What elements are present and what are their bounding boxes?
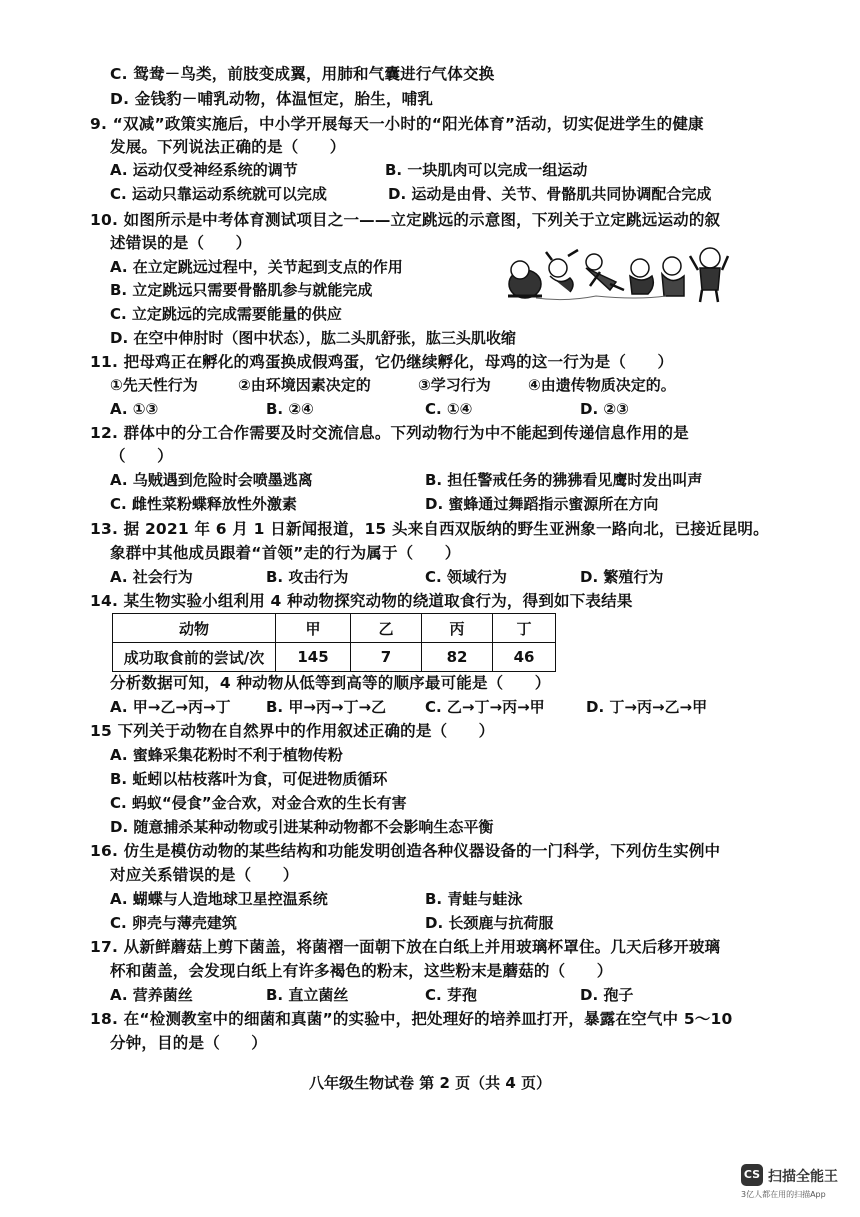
q13-option-a: A. 社会行为 bbox=[110, 568, 193, 586]
table-header-cell: 动物 bbox=[113, 614, 276, 643]
q14-stem-2: 分析数据可知，4 种动物从低等到高等的顺序最可能是（ ） bbox=[110, 674, 551, 692]
q9-option-c: C. 运动只靠运动系统就可以完成 bbox=[110, 185, 327, 203]
q17-stem-2: 杯和菌盖，会发现白纸上有许多褐色的粉末，这些粉末是蘑菇的（ ） bbox=[110, 962, 613, 980]
q11-stem: 11. 把母鸡正在孵化的鸡蛋换成假鸡蛋，它仍继续孵化，母鸡的这一行为是（ ） bbox=[90, 353, 674, 371]
q12-stem: 12. 群体中的分工合作需要及时交流信息。下列动物行为中不能起到传递信息作用的是 bbox=[90, 424, 689, 442]
q11-statement-3: ③学习行为 bbox=[418, 376, 491, 394]
q13-option-d: D. 繁殖行为 bbox=[580, 568, 664, 586]
table-cell: 7 bbox=[351, 643, 422, 672]
q16-option-d: D. 长颈鹿与抗荷服 bbox=[425, 914, 554, 932]
long-jump-figure bbox=[500, 240, 732, 306]
q11-statement-4: ④由遗传物质决定的。 bbox=[528, 376, 676, 394]
table-header-cell: 乙 bbox=[351, 614, 422, 643]
q16-option-b: B. 青蛙与蛙泳 bbox=[425, 890, 523, 908]
q10-stem: 10. 如图所示是中考体育测试项目之一——立定跳远的示意图，下列关于立定跳远运动的叙 bbox=[90, 211, 721, 229]
q9-option-a: A. 运动仅受神经系统的调节 bbox=[110, 161, 298, 179]
q16-option-a: A. 蝴蝶与人造地球卫星控温系统 bbox=[110, 890, 328, 908]
page-footer: 八年级生物试卷 第 2 页（共 4 页） bbox=[309, 1074, 551, 1092]
q9-stem: 9. “双减”政策实施后，中小学开展每天一小时的“阳光体育”活动，切实促进学生的健康 bbox=[90, 115, 704, 133]
q16-option-c: C. 卵壳与薄壳建筑 bbox=[110, 914, 237, 932]
q9-stem-2: 发展。下列说法正确的是（ ） bbox=[110, 138, 346, 156]
scanner-watermark bbox=[741, 1164, 851, 1204]
q12-option-b: B. 担任警戒任务的狒狒看见鹰时发出叫声 bbox=[425, 471, 703, 489]
q14-option-a: A. 甲→乙→丙→丁 bbox=[110, 698, 231, 716]
q9-option-b: B. 一块肌肉可以完成一组运动 bbox=[385, 161, 588, 179]
q10-option-b: B. 立定跳远只需要骨骼肌参与就能完成 bbox=[110, 281, 373, 299]
q14-stem: 14. 某生物实验小组利用 4 种动物探究动物的绕道取食行为，得到如下表结果 bbox=[90, 592, 633, 610]
q14-result-table bbox=[112, 613, 556, 672]
q14-option-b: B. 甲→丙→丁→乙 bbox=[266, 698, 387, 716]
scanner-app-name: 扫描全能王 bbox=[768, 1169, 838, 1185]
scanner-tagline: 3亿人都在用的扫描App bbox=[741, 1190, 826, 1199]
q17-option-c: C. 芽孢 bbox=[425, 986, 477, 1004]
q16-stem-2: 对应关系错误的是（ ） bbox=[110, 866, 299, 884]
table-row bbox=[113, 643, 556, 672]
q15-stem: 15 下列关于动物在自然界中的作用叙述正确的是（ ） bbox=[90, 722, 495, 740]
q16-stem: 16. 仿生是模仿动物的某些结构和功能发明创造各种仪器设备的一门科学，下列仿生实例中 bbox=[90, 842, 721, 860]
q11-statement-1: ①先天性行为 bbox=[110, 376, 198, 394]
table-header-row bbox=[113, 614, 556, 643]
q11-option-a: A. ①③ bbox=[110, 400, 159, 418]
q13-stem: 13. 据 2021 年 6 月 1 日新闻报道，15 头来自西双版纳的野生亚洲象一路向北，已接近昆明。 bbox=[90, 520, 769, 538]
q8-option-d: D. 金钱豹－哺乳动物，体温恒定，胎生，哺乳 bbox=[110, 90, 434, 108]
q14-option-d: D. 丁→丙→乙→甲 bbox=[586, 698, 708, 716]
q18-stem-2: 分钟，目的是（ ） bbox=[110, 1034, 268, 1052]
q17-stem: 17. 从新鲜蘑菇上剪下菌盖，将菌褶一面朝下放在白纸上并用玻璃杯罩住。几天后移开玻璃 bbox=[90, 938, 721, 956]
q11-option-b: B. ②④ bbox=[266, 400, 314, 418]
q15-option-c: C. 蚂蚁“侵食”金合欢，对金合欢的生长有害 bbox=[110, 794, 407, 812]
q10-option-a: A. 在立定跳远过程中，关节起到支点的作用 bbox=[110, 258, 403, 276]
table-header-cell: 丁 bbox=[493, 614, 556, 643]
q10-stem-2: 述错误的是（ ） bbox=[110, 234, 252, 252]
q17-option-d: D. 孢子 bbox=[580, 986, 634, 1004]
q15-option-d: D. 随意捕杀某种动物或引进某种动物都不会影响生态平衡 bbox=[110, 818, 494, 836]
q9-option-d: D. 运动是由骨、关节、骨骼肌共同协调配合完成 bbox=[388, 185, 712, 203]
q13-option-b: B. 攻击行为 bbox=[266, 568, 349, 586]
q10-option-d: D. 在空中伸肘时（图中状态），肱二头肌舒张，肱三头肌收缩 bbox=[110, 329, 516, 347]
q13-stem-2: 象群中其他成员跟着“首领”走的行为属于（ ） bbox=[110, 544, 461, 562]
q15-option-a: A. 蜜蜂采集花粉时不利于植物传粉 bbox=[110, 746, 343, 764]
q17-option-a: A. 营养菌丝 bbox=[110, 986, 193, 1004]
q10-option-c: C. 立定跳远的完成需要能量的供应 bbox=[110, 305, 342, 323]
q14-option-c: C. 乙→丁→丙→甲 bbox=[425, 698, 545, 716]
q12-option-a: A. 乌贼遇到危险时会喷墨逃离 bbox=[110, 471, 313, 489]
q11-option-c: C. ①④ bbox=[425, 400, 473, 418]
scanner-logo-icon: CS bbox=[741, 1164, 763, 1186]
q11-statement-2: ②由环境因素决定的 bbox=[238, 376, 371, 394]
q15-option-b: B. 蚯蚓以枯枝落叶为食，可促进物质循环 bbox=[110, 770, 388, 788]
table-header-cell: 丙 bbox=[422, 614, 493, 643]
table-cell: 145 bbox=[276, 643, 351, 672]
q12-option-d: D. 蜜蜂通过舞蹈指示蜜源所在方向 bbox=[425, 495, 659, 513]
q12-stem-2: （ ） bbox=[110, 447, 173, 465]
q11-option-d: D. ②③ bbox=[580, 400, 629, 418]
q8-option-c: C. 鸳鸯－鸟类，前肢变成翼，用肺和气囊进行气体交换 bbox=[110, 65, 495, 83]
q12-option-c: C. 雌性菜粉蝶释放性外激素 bbox=[110, 495, 297, 513]
q18-stem: 18. 在“检测教室中的细菌和真菌”的实验中，把处理好的培养皿打开，暴露在空气中 5～10 bbox=[90, 1010, 733, 1028]
table-cell: 82 bbox=[422, 643, 493, 672]
table-cell: 46 bbox=[493, 643, 556, 672]
q17-option-b: B. 直立菌丝 bbox=[266, 986, 349, 1004]
table-cell: 成功取食前的尝试/次 bbox=[113, 643, 276, 672]
table-header-cell: 甲 bbox=[276, 614, 351, 643]
q13-option-c: C. 领域行为 bbox=[425, 568, 507, 586]
